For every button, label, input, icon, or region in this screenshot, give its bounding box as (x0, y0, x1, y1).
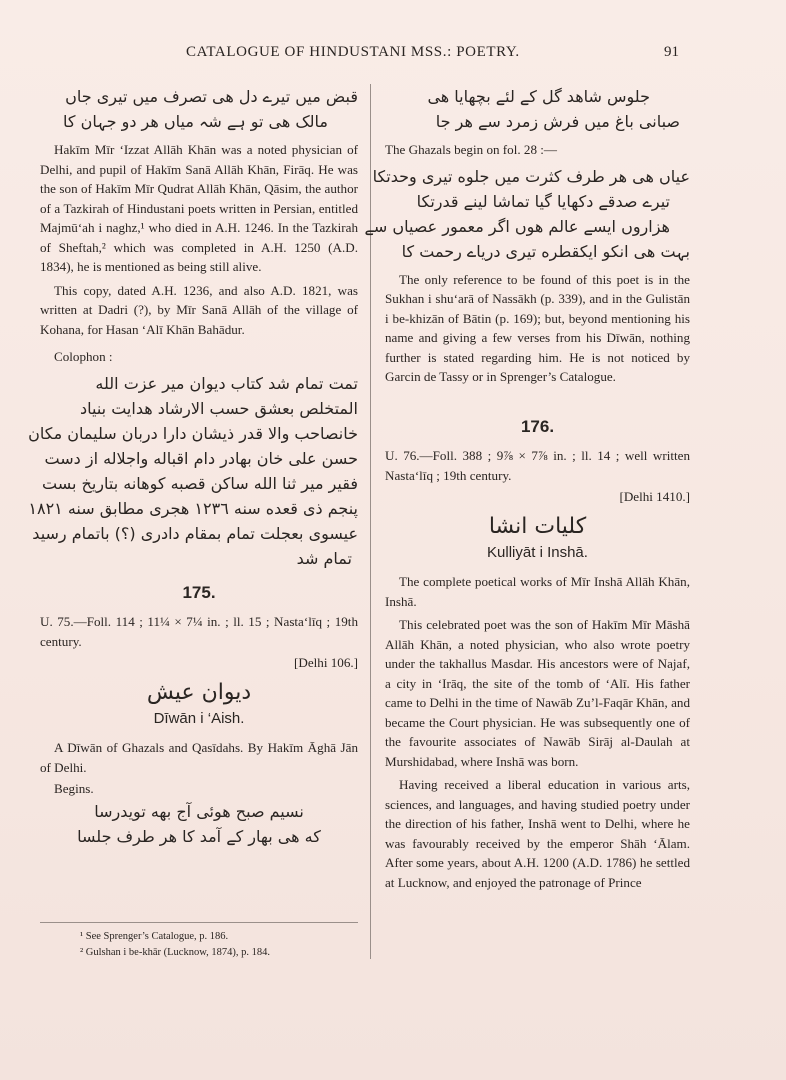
entry-number: 176. (520, 416, 555, 436)
colophon-line: حسن علی خان بهادر دام اقباله واجلاله از دست (44, 448, 358, 468)
entry-reference: [Delhi 1410.] (619, 489, 690, 504)
colophon-line: پنجم ذی قعده سنه ١٢٣٦ هجری مطابق سنه ١٨٢١ (28, 498, 358, 518)
biography-paragraph: This celebrated poet was the son of Hakīm Mīr Māshā Allāh Khān, a noted physician, who also wrote poetry under the takhallus Masdar. His ancestors were of Najaf, a city in ‘Irāq, the site of the tomb of ‘Alī. His father came to Delhi in the time of Nawāb Zu’l-Faqār Khān, and became the Court physician. He was subsequently one of the favourite associates of Nawāb Sirāj al-Daulah at Murshidabad, where Inshā was born. (385, 617, 690, 769)
urdu-verse-line: جلوس شاهد گل کے لئے بچھایا هی (427, 87, 650, 106)
colophon-line: خانصاحب والا قدر ذیشان دارا دربان سلیمان مکان (28, 423, 358, 443)
manuscript-title: Kulliyāt i Inshā. (487, 543, 588, 561)
copy-details-paragraph: This copy, dated A.H. 1236, and also A.D. 1821, was written at Dadri (?), by Mīr Sanā Allāh of the village of Kohana, for Hasan ‘Alī Khān Bahādur. (40, 282, 358, 337)
urdu-verse-line: صبانی باغ میں فرش زمرد سے هر جا (435, 112, 680, 131)
urdu-verse-line: تیرے صدقے دکهایا گیا تماشا لینے قدرتکا (416, 191, 670, 211)
entry-reference: [Delhi 106.] (294, 655, 358, 670)
urdu-verse-line: قبض میں تیرے دل ھی تصرف میں تیری جاں (65, 87, 358, 106)
urdu-verse-line: هزاروں ایسے عالم هوں اگر معمور عصیاں سے (364, 216, 670, 236)
description-paragraph: A Dīwān of Ghazals and Qasīdahs. By Hakīm Āghā Jān of Delhi. (40, 740, 358, 775)
entry-metadata: U. 76.—Foll. 388 ; 9⅞ × 7⅞ in. ; ll. 14 ; well written Nasta‘līq ; 19th century. (385, 448, 690, 483)
urdu-verse-line: که هی بهار کے آمد کا هر طرف جلسا (77, 826, 321, 846)
works-paragraph: The complete poetical works of Mīr Inshā Allāh Khān, Inshā. (385, 574, 690, 609)
footnotes (40, 922, 358, 961)
manuscript-title-urdu: کلیات انشا (488, 513, 587, 539)
page-header (0, 44, 786, 68)
ghazals-verse (364, 164, 690, 264)
education-paragraph: Having received a liberal education in various arts, sciences, and languages, and having studied poetry under the direction of his father, Inshā went to Delhi, where he was favourably received by the emperor Shāh ‘Ālam. After some years, about A.H. 1200 (A.D. 1786) he settled at Lucknow, and enjoyed the patronage of Prince (385, 777, 690, 890)
colophon-text (28, 371, 358, 571)
footnote: ¹ See Sprenger’s Catalogue, p. 186. (80, 931, 229, 942)
biography-paragraph: Hakīm Mīr ‘Izzat Allāh Khān was a noted physician of Delhi, and pupil of Hakīm Sanā Allāh Khān, Firāq. He was the son of Hakīm Mīr Qudrat Allāh Khān, Qāsim, the author of a Tazkirah of Hindustani poets written in Persian, entitled Majmū‘ah i naghz,¹ who died in A.H. 1246. In the Tazkirah of Sheftah,² which was completed in A.H. 1250 (A.D. 1834), he is mentioned as being still alive. (40, 142, 358, 274)
colophon-line: فقیر میر ثنا الله ساکن قصبه کوهانه بتاریخ بست (42, 473, 358, 493)
ghazals-label: The Ghazals begin on fol. 28 :— (385, 142, 557, 157)
urdu-verse-line: عیاں هی هر طرف کثرت میں جلوه تیری وحدتکا (372, 166, 690, 186)
right-column (364, 84, 690, 892)
urdu-verse-line: نسیم صبح هوئی آج بهه تویدرسا (94, 801, 304, 821)
page-number: 91 (664, 44, 679, 60)
entry-number: 175. (182, 582, 216, 602)
colophon-line: تمت تمام شد کتاب دیوان میر عزت الله (95, 373, 358, 393)
manuscript-title: Dīwān i ‘Aish. (153, 709, 245, 727)
entry-metadata: U. 75.—Foll. 114 ; 11¼ × 7¼ in. ; ll. 15 ; Nasta‘līq ; 19th century. (40, 614, 358, 649)
colophon-line: تمام شد (296, 548, 352, 568)
colophon-label: Colophon : (54, 349, 113, 364)
reference-paragraph: The only reference to be found of this poet is in the Sukhan i shu‘arā of Nassākh (p. 339), and in the Gulistān i be-khizān of Bātin (p. 169); but, beyond mentioning his name and giving a few verses from his Dīwān, nothing further is stated regarding him. He is not noticed by Garcin de Tassy or in Sprenger’s Catalogue. (385, 271, 690, 384)
urdu-verse-line: بہت هی انکو ایکقطره تیری دریاے رحمت کا (401, 241, 690, 261)
colophon-line: عیسوی بعجلت تمام بمقام دادری (؟) باتمام رسید (32, 523, 358, 543)
footnote: ² Gulshan i be-khār (Lucknow, 1874), p. 184. (80, 947, 270, 958)
colophon-line: المتخلص بعشق حسب الارشاد هدایت بنیاد (80, 398, 358, 418)
running-title: CATALOGUE OF HINDUSTANI MSS.: POETRY. (186, 44, 520, 60)
left-column (28, 84, 358, 849)
urdu-verse-line: مالک ھی تو ہے شہ میاں ھر دو جہان کا (63, 112, 328, 131)
manuscript-title-urdu: دیوان عیش (146, 679, 252, 705)
begins-label: Begins. (54, 781, 94, 796)
